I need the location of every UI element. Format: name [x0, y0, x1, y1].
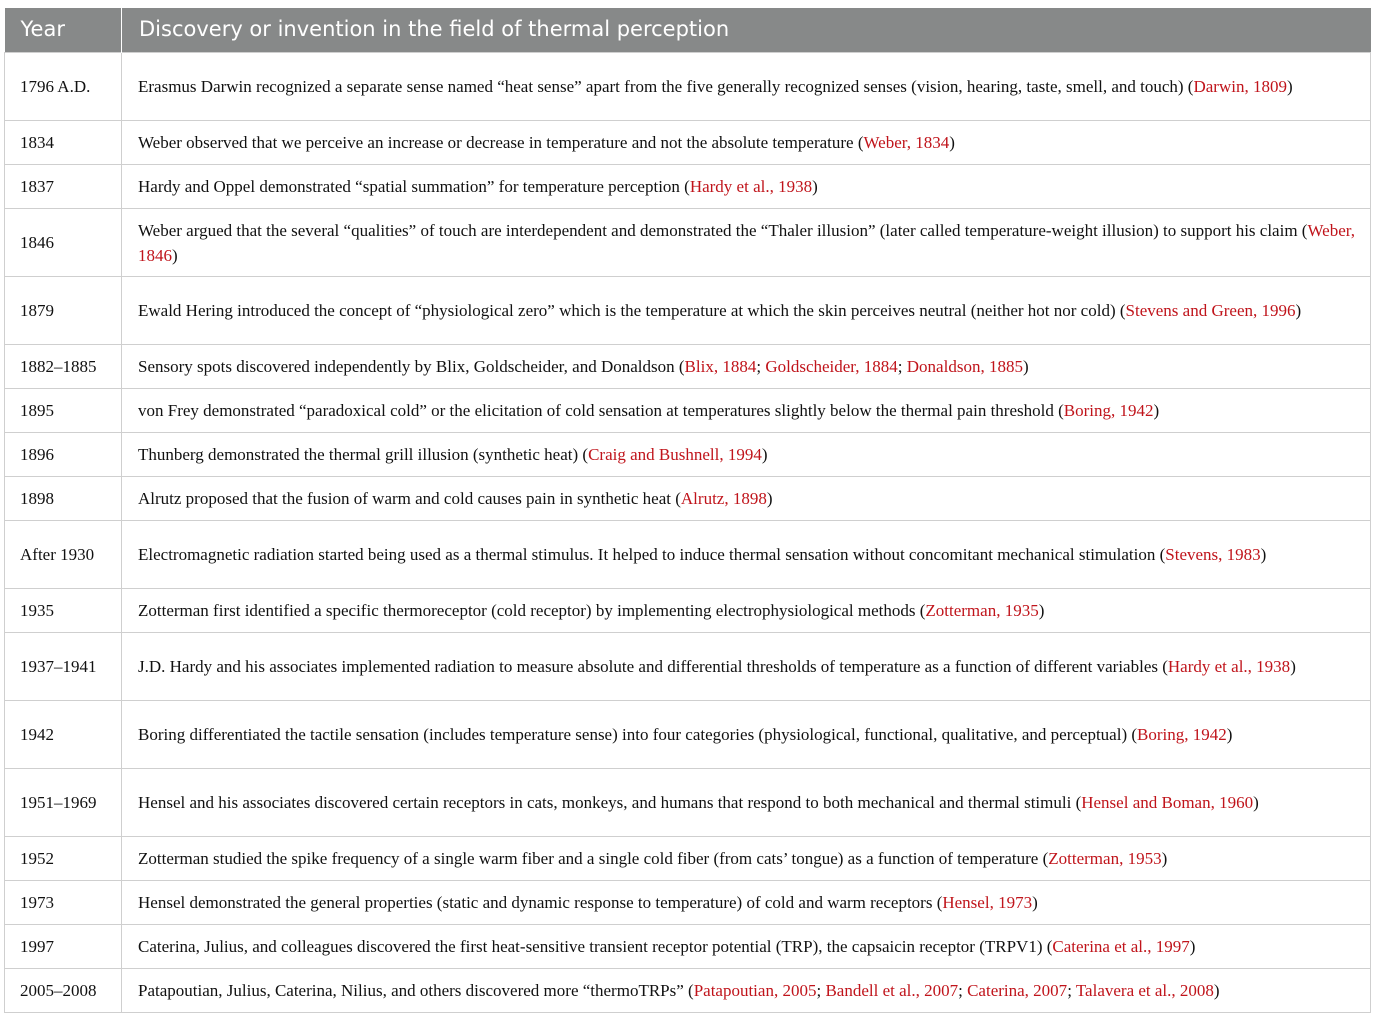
table-row — [5, 521, 1371, 589]
table-row — [5, 121, 1371, 165]
table-row — [5, 633, 1371, 701]
citation-link[interactable]: Hardy et al., 1938 — [689, 177, 813, 196]
citation-link[interactable]: Craig and Bushnell, 1994 — [588, 445, 762, 464]
table-row — [5, 589, 1371, 633]
table-row — [5, 389, 1371, 433]
closing-paren: ) — [1213, 981, 1220, 1000]
discovery-cell: Patapoutian, Julius, Caterina, Nilius, and others discovered more “thermoTRPs” (Patapoutian, 2005; Bandell et al., 2007; Caterina, 2007; Talavera et al., 2008) — [122, 969, 1371, 1013]
discovery-text: Electromagnetic radiation started being used as a thermal stimulus. It helped to induce thermal sensation without concomitant mechanical stimulation ( — [138, 545, 1166, 564]
table-row — [5, 837, 1371, 881]
table-row — [5, 881, 1371, 925]
discovery-cell — [122, 521, 1371, 589]
discovery-cell — [122, 769, 1371, 837]
year-cell: 1846 — [5, 209, 122, 277]
discovery-cell — [122, 121, 1371, 165]
citation-link[interactable]: Zotterman, 1935 — [925, 601, 1039, 620]
discovery-cell — [122, 633, 1371, 701]
year-cell: 1935 — [5, 589, 122, 633]
discovery-cell — [122, 277, 1371, 345]
citation-link[interactable]: Bandell et al., 2007 — [825, 981, 959, 1000]
discovery-text: Thunberg demonstrated the thermal grill illusion (synthetic heat) ( — [138, 445, 589, 464]
year-cell: After 1930 — [5, 521, 122, 589]
citation-link[interactable]: Caterina et al., 1997 — [1052, 937, 1190, 956]
discovery-cell — [122, 209, 1371, 277]
discovery-text: Boring differentiated the tactile sensation (includes temperature sense) into four categories (physiological, functional, qualitative, and perceptual) ( — [138, 725, 1138, 744]
discovery-cell — [122, 53, 1371, 121]
citation-link[interactable]: Goldscheider, 1884 — [765, 357, 898, 376]
citation-link[interactable]: Blix, 1884 — [684, 357, 757, 376]
citation-link[interactable]: Stevens and Green, 1996 — [1125, 301, 1296, 320]
year-cell: 1896 — [5, 433, 122, 477]
citation-link[interactable]: Donaldson, 1885 — [906, 357, 1023, 376]
discovery-cell — [122, 701, 1371, 769]
year-cell: 1879 — [5, 277, 122, 345]
table-row — [5, 53, 1371, 121]
discovery-cell — [122, 589, 1371, 633]
discovery-cell — [122, 837, 1371, 881]
year-cell: 1997 — [5, 925, 122, 969]
year-cell: 1937–1941 — [5, 633, 122, 701]
closing-paren: ) — [1032, 893, 1038, 912]
table-body — [5, 53, 1371, 1013]
closing-paren: ) — [1038, 601, 1045, 620]
discovery-text: Alrutz proposed that the fusion of warm and cold causes pain in synthetic heat ( — [138, 489, 681, 508]
closing-paren: ) — [766, 489, 773, 508]
year-cell: 1951–1969 — [5, 769, 122, 837]
citation-link[interactable]: Weber, 1846 — [138, 220, 1355, 265]
closing-paren: ) — [1153, 401, 1160, 420]
discovery-cell — [122, 389, 1371, 433]
citation-link[interactable]: Stevens, 1983 — [1165, 545, 1261, 564]
citation-link[interactable]: Weber, 1834 — [863, 133, 950, 152]
discovery-text: J.D. Hardy and his associates implemented radiation to measure absolute and differential thresholds of temperature as a function of different variables ( — [138, 657, 1168, 676]
table-row — [5, 209, 1371, 277]
closing-paren: ) — [1022, 357, 1029, 376]
citation-link[interactable]: Alrutz, 1898 — [680, 489, 767, 508]
year-cell: 1837 — [5, 165, 122, 209]
citation-link[interactable]: Hardy et al., 1938 — [1167, 657, 1291, 676]
year-cell: 1834 — [5, 121, 122, 165]
citation-link[interactable]: Boring, 1942 — [1063, 401, 1154, 420]
table-row — [5, 433, 1371, 477]
discovery-cell — [122, 477, 1371, 521]
discovery-text: Patapoutian, Julius, Caterina, Nilius, and others discovered more “thermoTRPs” ( — [138, 981, 694, 1000]
closing-paren: ) — [1295, 301, 1302, 320]
citation-link[interactable]: Boring, 1942 — [1137, 725, 1227, 744]
discovery-text: Weber argued that the several “qualities” of touch are interdependent and demonstrated the “Thaler illusion” (later called temperature-weight illusion) to support his claim ( — [138, 220, 1308, 240]
discovery-cell — [122, 925, 1371, 969]
table-row — [5, 701, 1371, 769]
discovery-text: Caterina, Julius, and colleagues discovered the first heat-sensitive transient receptor potential (TRP), the capsaicin receptor (TRPV1) ( — [138, 937, 1053, 956]
year-column-header: Year — [5, 8, 122, 53]
closing-paren: ) — [1189, 937, 1196, 956]
discovery-text: von Frey demonstrated “paradoxical cold” or the elicitation of cold sensation at temperatures slightly below the thermal pain threshold ( — [138, 401, 1064, 420]
closing-paren: ) — [1253, 793, 1259, 812]
year-cell: 1796 A.D. — [5, 53, 122, 121]
year-cell: 1882–1885 — [5, 345, 122, 389]
year-cell: 1898 — [5, 477, 122, 521]
table-row — [5, 969, 1371, 1013]
year-cell: 1942 — [5, 701, 122, 769]
table-row — [5, 769, 1371, 837]
discovery-text: Hensel and his associates discovered certain receptors in cats, monkeys, and humans that respond to both mechanical and thermal stimuli ( — [138, 793, 1082, 812]
closing-paren: ) — [1260, 545, 1267, 564]
table-row — [5, 925, 1371, 969]
closing-paren: ) — [1290, 657, 1296, 676]
discovery-cell: Sensory spots discovered independently by Blix, Goldscheider, and Donaldson (Blix, 1884; Goldscheider, 1884; Donaldson, 1885) — [122, 345, 1371, 389]
discovery-cell — [122, 433, 1371, 477]
discovery-text: Hardy and Oppel demonstrated “spatial summation” for temperature perception ( — [138, 177, 690, 196]
citation-link[interactable]: Talavera et al., 2008 — [1075, 981, 1214, 1000]
table-row — [5, 345, 1371, 389]
closing-paren: ) — [812, 177, 818, 196]
citation-link[interactable]: Hensel and Boman, 1960 — [1081, 793, 1254, 812]
discovery-text: Erasmus Darwin recognized a separate sense named “heat sense” apart from the five generally recognized senses (vision, hearing, taste, smell, and touch) ( — [138, 77, 1194, 96]
closing-paren: ) — [1226, 725, 1233, 744]
discovery-text: Ewald Hering introduced the concept of “physiological zero” which is the temperature at which the skin perceives neutral (neither hot nor cold) ( — [138, 301, 1126, 320]
citation-link[interactable]: Darwin, 1809 — [1193, 77, 1287, 96]
discovery-text: Zotterman first identified a specific thermoreceptor (cold receptor) by implementing electrophysiological methods ( — [138, 601, 926, 620]
discovery-column-header: Discovery or invention in the field of thermal perception — [122, 8, 1371, 53]
year-cell: 1952 — [5, 837, 122, 881]
citation-link[interactable]: Caterina, 2007 — [967, 981, 1068, 1000]
table-header — [5, 8, 1371, 53]
discovery-text: Zotterman studied the spike frequency of a single warm fiber and a single cold fiber (from cats’ tongue) as a function of temperature ( — [138, 849, 1049, 868]
citation-link[interactable]: Patapoutian, 2005 — [693, 981, 817, 1000]
closing-paren: ) — [761, 445, 768, 464]
table-row — [5, 477, 1371, 521]
year-cell: 1895 — [5, 389, 122, 433]
table-row — [5, 277, 1371, 345]
closing-paren: ) — [1286, 77, 1293, 96]
year-cell: 1973 — [5, 881, 122, 925]
closing-paren: ) — [949, 133, 955, 152]
citation-link[interactable]: Zotterman, 1953 — [1048, 849, 1162, 868]
citation-link[interactable]: Hensel, 1973 — [942, 893, 1033, 912]
table-row — [5, 165, 1371, 209]
discovery-cell — [122, 881, 1371, 925]
discovery-text: Weber observed that we perceive an increase or decrease in temperature and not the absolute temperature ( — [138, 133, 864, 152]
discovery-text: Sensory spots discovered independently by Blix, Goldscheider, and Donaldson ( — [138, 357, 685, 376]
thermal-perception-timeline-table — [4, 8, 1371, 1013]
discovery-cell — [122, 165, 1371, 209]
year-cell: 2005–2008 — [5, 969, 122, 1013]
closing-paren: ) — [1161, 849, 1168, 868]
discovery-text: Hensel demonstrated the general properties (static and dynamic response to temperature) of cold and warm receptors ( — [138, 893, 943, 912]
closing-paren: ) — [172, 245, 178, 265]
